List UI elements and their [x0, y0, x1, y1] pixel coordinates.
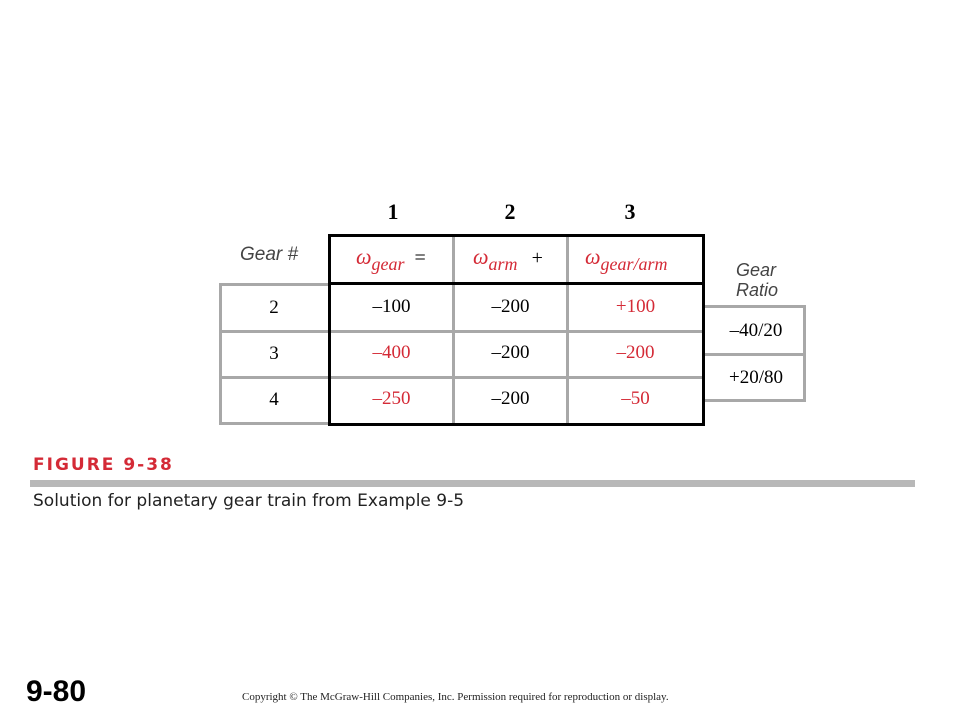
omega-gear-arm-cell: –50 — [621, 388, 650, 409]
header-omega-arm — [473, 244, 543, 274]
figure-caption: Solution for planetary gear train from Example 9-5 — [33, 491, 465, 511]
gear-ratio-header-line1: Gear — [736, 260, 777, 280]
gear-number-cell: 3 — [269, 343, 279, 364]
column-number-2: 2 — [504, 199, 516, 224]
subscript-gear-arm: gear/arm — [600, 254, 668, 274]
table-border-top — [328, 234, 705, 237]
column-number-3: 3 — [624, 199, 636, 224]
omega-symbol: ω — [356, 244, 372, 269]
header-omega-gear-arm — [585, 244, 668, 274]
copyright-notice: Copyright © The McGraw-Hill Companies, Inc. Permission required for reproduction or display. — [242, 691, 669, 703]
gear-number-cell: 2 — [269, 297, 279, 318]
gear-ratio-cell: –40/20 — [729, 320, 783, 341]
omega-gear-arm-cell: +100 — [615, 296, 656, 317]
gear-number-cell: 4 — [269, 389, 279, 410]
plus-operator: + — [531, 247, 543, 269]
omega-gear-cell: –250 — [372, 388, 411, 409]
omega-symbol: ω — [585, 244, 601, 269]
gear-number-header: Gear # — [240, 244, 299, 265]
gear-ratio-cell: +20/80 — [729, 367, 783, 388]
omega-gear-cell: –400 — [372, 342, 411, 363]
figure-label: FIGURE 9-38 — [33, 455, 174, 475]
omega-gear-arm-cell: –200 — [616, 342, 655, 363]
omega-arm-cell: –200 — [491, 342, 530, 363]
omega-arm-cell: –200 — [491, 388, 530, 409]
table-border-bottom — [328, 423, 705, 426]
subscript-arm: arm — [488, 254, 518, 274]
omega-gear-cell: –100 — [372, 296, 411, 317]
omega-symbol: ω — [473, 244, 489, 269]
page-number: 9-80 — [26, 675, 87, 708]
gear-ratio-header — [736, 260, 778, 300]
gear-ratio-header-line2: Ratio — [736, 280, 779, 300]
table-border-right — [702, 234, 705, 426]
column-number-1: 1 — [387, 199, 399, 224]
subscript-gear: gear — [371, 254, 405, 274]
header-omega-gear — [356, 244, 426, 274]
equals-operator: = — [414, 247, 426, 269]
figure-divider-bar — [30, 480, 915, 487]
omega-arm-cell: –200 — [491, 296, 530, 317]
